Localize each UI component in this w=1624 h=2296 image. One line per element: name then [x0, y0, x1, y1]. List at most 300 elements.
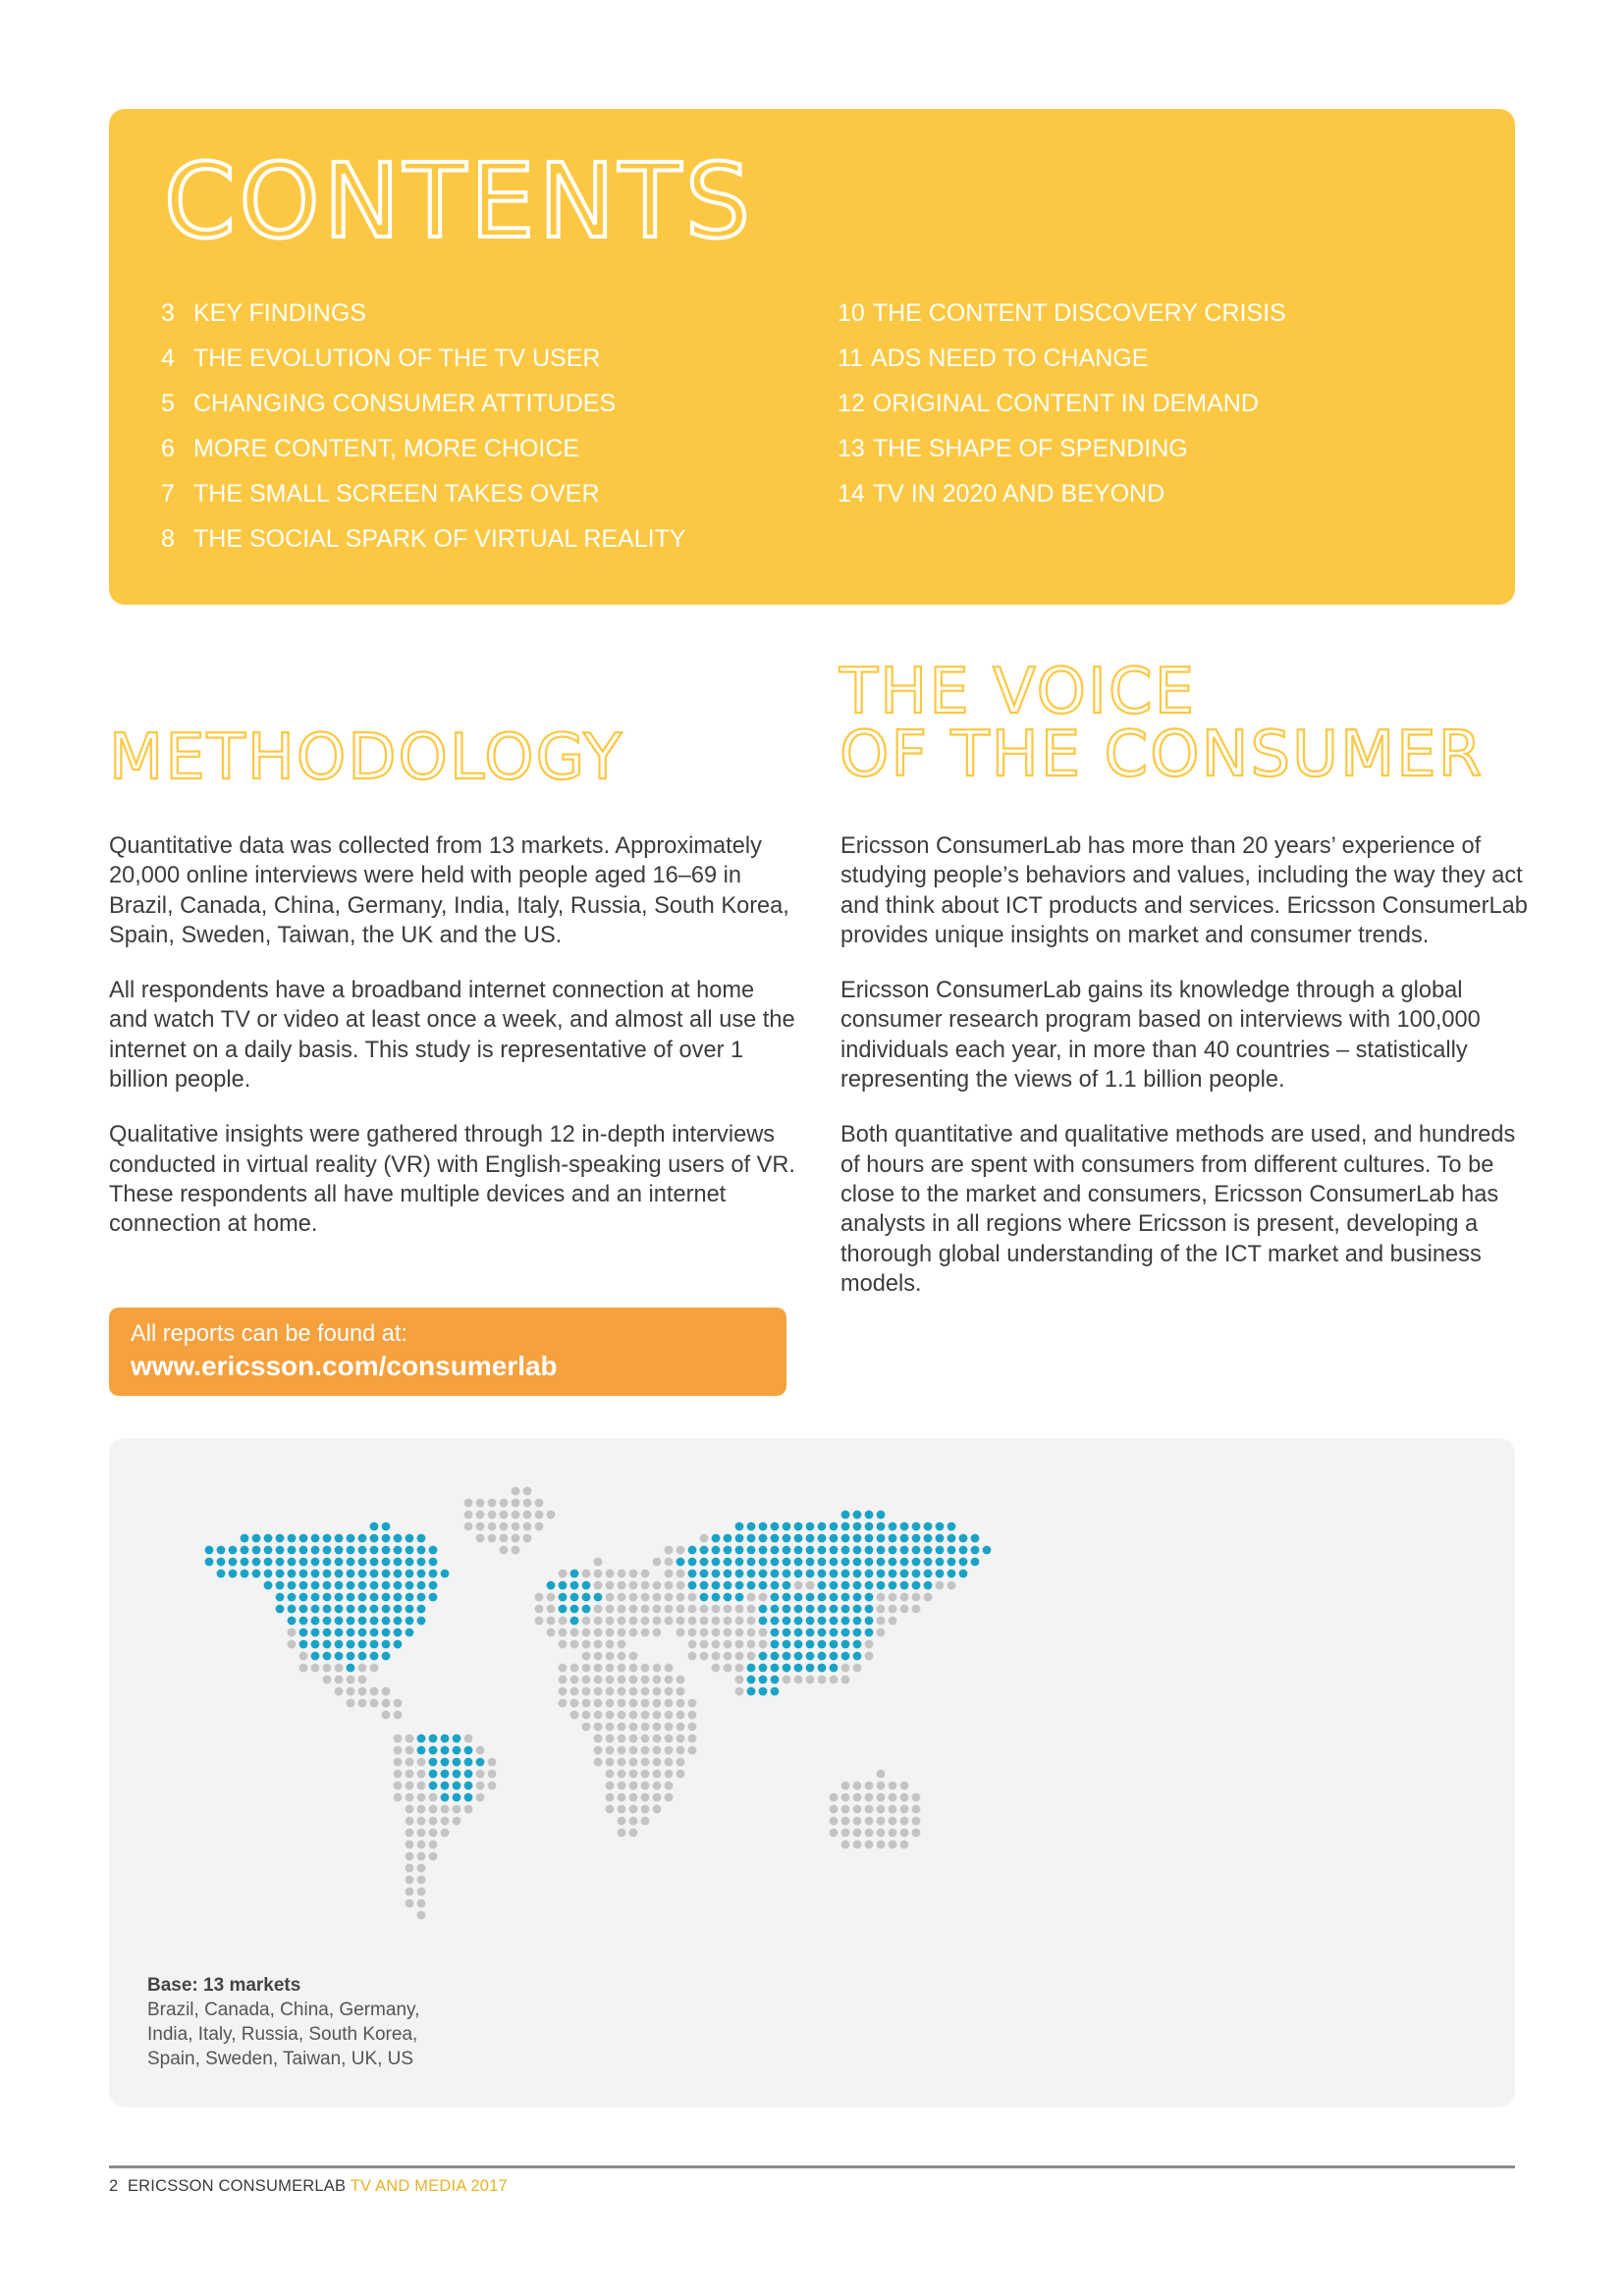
map-base-label: Base: 13 markets	[147, 1975, 301, 1996]
map-dot	[865, 1782, 874, 1790]
map-dot	[618, 1793, 626, 1802]
map-dot	[618, 1605, 626, 1614]
map-dot-surveyed-market	[229, 1546, 238, 1555]
map-dot-surveyed-market	[794, 1570, 803, 1578]
map-dot-surveyed-market	[582, 1605, 591, 1614]
map-dot-surveyed-market	[947, 1558, 956, 1567]
map-dot	[370, 1699, 379, 1708]
map-dot	[629, 1687, 638, 1696]
map-dot	[299, 1664, 308, 1673]
voice-paragraph: Ericsson ConsumerLab has more than 20 years’ experience of studying people’s behaviors and values, including the way they act and think about ICT products and services. Ericsson ConsumerLab provides unique insights on market and consumer trends.	[840, 833, 1528, 948]
map-dot-surveyed-market	[759, 1558, 768, 1567]
map-dot	[677, 1687, 685, 1696]
map-dot	[641, 1746, 650, 1755]
map-dot	[641, 1593, 650, 1602]
map-dot-surveyed-market	[806, 1629, 815, 1637]
map-dot	[688, 1605, 697, 1614]
map-dot-surveyed-market	[311, 1581, 320, 1590]
map-dot-surveyed-market	[771, 1640, 780, 1649]
map-dot	[488, 1782, 497, 1790]
map-dot	[582, 1664, 591, 1673]
map-dot	[606, 1770, 615, 1779]
map-dot	[417, 1876, 426, 1885]
map-dot-surveyed-market	[759, 1534, 768, 1543]
toc-item[interactable]	[161, 471, 686, 516]
map-dot-surveyed-market	[394, 1629, 403, 1637]
map-dot-surveyed-market	[830, 1558, 839, 1567]
toc-label: ADS NEED TO CHANGE	[870, 345, 1149, 372]
map-dot-surveyed-market	[370, 1593, 379, 1602]
map-dot	[547, 1511, 556, 1520]
map-dot-surveyed-market	[747, 1522, 756, 1531]
map-dot	[523, 1522, 532, 1531]
map-dot-surveyed-market	[406, 1617, 414, 1626]
map-dot	[677, 1758, 685, 1767]
map-dot	[464, 1499, 473, 1508]
map-dot-surveyed-market	[818, 1593, 827, 1602]
map-dot-surveyed-market	[688, 1558, 697, 1567]
map-dot	[759, 1593, 768, 1602]
map-dot	[841, 1782, 850, 1790]
map-dot-surveyed-market	[877, 1534, 886, 1543]
map-dot	[358, 1699, 367, 1708]
map-dot	[794, 1581, 803, 1590]
map-dot	[735, 1676, 744, 1684]
map-dot-surveyed-market	[441, 1746, 450, 1755]
map-dot-surveyed-market	[924, 1558, 933, 1567]
toc-label: ORIGINAL CONTENT IN DEMAND	[872, 390, 1259, 417]
map-dot-surveyed-market	[865, 1534, 874, 1543]
reports-link[interactable]: www.ericsson.com/consumerlab	[131, 1351, 558, 1381]
map-dot	[429, 1852, 438, 1861]
map-dot-surveyed-market	[205, 1546, 214, 1555]
map-dot	[818, 1676, 827, 1684]
toc-item[interactable]	[161, 426, 686, 471]
map-dot	[406, 1735, 414, 1743]
map-dot-surveyed-market	[358, 1558, 367, 1567]
map-dot-surveyed-market	[724, 1593, 732, 1602]
map-dot	[535, 1617, 544, 1626]
map-dot	[665, 1746, 674, 1755]
map-dot-surveyed-market	[865, 1570, 874, 1578]
map-dot	[464, 1511, 473, 1520]
map-dot	[688, 1640, 697, 1649]
map-dot-surveyed-market	[264, 1534, 273, 1543]
map-dot-surveyed-market	[358, 1640, 367, 1649]
map-dot-surveyed-market	[382, 1546, 391, 1555]
map-dot-surveyed-market	[382, 1558, 391, 1567]
map-dot	[665, 1676, 674, 1684]
toc-right-column	[838, 291, 1286, 516]
map-dot-surveyed-market	[818, 1581, 827, 1590]
map-dot-surveyed-market	[912, 1546, 921, 1555]
map-dot	[417, 1864, 426, 1873]
map-dot	[476, 1499, 485, 1508]
map-dot-surveyed-market	[311, 1534, 320, 1543]
map-dot-surveyed-market	[441, 1782, 450, 1790]
map-dot	[889, 1617, 897, 1626]
map-dot	[877, 1629, 886, 1637]
map-dot-surveyed-market	[818, 1570, 827, 1578]
map-dot-surveyed-market	[783, 1617, 791, 1626]
map-dot	[629, 1664, 638, 1673]
map-dot	[841, 1664, 850, 1673]
map-base-countries: Brazil, Canada, China, Germany,	[147, 2000, 420, 2020]
map-dot	[370, 1664, 379, 1673]
toc-item[interactable]	[838, 381, 1286, 426]
map-dot	[712, 1652, 721, 1661]
map-dot	[759, 1629, 768, 1637]
map-dot-surveyed-market	[912, 1581, 921, 1590]
map-dot	[311, 1664, 320, 1673]
map-dot	[559, 1664, 568, 1673]
map-dot-surveyed-market	[924, 1581, 933, 1590]
voice-text	[840, 831, 1528, 1324]
map-dot-surveyed-market	[276, 1546, 285, 1555]
map-dot	[594, 1629, 603, 1637]
map-dot	[629, 1746, 638, 1755]
map-dot	[629, 1758, 638, 1767]
map-dot-surveyed-market	[417, 1534, 426, 1543]
map-dot	[641, 1699, 650, 1708]
map-dot	[582, 1711, 591, 1720]
map-dot	[877, 1841, 886, 1849]
map-dot	[618, 1758, 626, 1767]
map-dot-surveyed-market	[794, 1629, 803, 1637]
map-dot-surveyed-market	[299, 1617, 308, 1626]
map-dot-surveyed-market	[323, 1629, 332, 1637]
map-dot	[665, 1570, 674, 1578]
map-dot	[417, 1793, 426, 1802]
map-dot	[417, 1899, 426, 1908]
map-dot	[488, 1522, 497, 1531]
map-dot-surveyed-market	[771, 1522, 780, 1531]
map-dot	[335, 1676, 344, 1684]
map-dot	[629, 1735, 638, 1743]
map-dot	[665, 1664, 674, 1673]
map-dot-surveyed-market	[700, 1581, 709, 1590]
map-dot	[417, 1782, 426, 1790]
map-dot-surveyed-market	[830, 1534, 839, 1543]
map-dot	[618, 1770, 626, 1779]
map-dot	[570, 1687, 579, 1696]
map-dot-surveyed-market	[582, 1581, 591, 1590]
map-dot-surveyed-market	[771, 1546, 780, 1555]
map-dot	[830, 1817, 839, 1826]
map-dot-surveyed-market	[830, 1546, 839, 1555]
map-dot-surveyed-market	[900, 1558, 909, 1567]
map-dot-surveyed-market	[688, 1570, 697, 1578]
map-dot	[629, 1793, 638, 1802]
map-dot-surveyed-market	[264, 1570, 273, 1578]
map-dot-surveyed-market	[759, 1605, 768, 1614]
map-dot	[618, 1735, 626, 1743]
map-dot-surveyed-market	[818, 1522, 827, 1531]
map-dot-surveyed-market	[370, 1640, 379, 1649]
map-dot	[677, 1629, 685, 1637]
map-dot	[641, 1817, 650, 1826]
map-dot-surveyed-market	[900, 1570, 909, 1578]
map-dot	[641, 1676, 650, 1684]
toc-page-number: 4	[161, 345, 175, 372]
map-dot-surveyed-market	[853, 1629, 862, 1637]
map-dot	[594, 1723, 603, 1732]
map-dot-surveyed-market	[335, 1652, 344, 1661]
map-dot	[889, 1782, 897, 1790]
map-dot	[853, 1841, 862, 1849]
map-dot	[783, 1676, 791, 1684]
map-dot	[594, 1676, 603, 1684]
map-dot-surveyed-market	[358, 1546, 367, 1555]
map-dot	[700, 1652, 709, 1661]
map-dot-surveyed-market	[347, 1664, 355, 1673]
map-dot-surveyed-market	[417, 1558, 426, 1567]
map-dot-surveyed-market	[783, 1605, 791, 1614]
map-dot	[677, 1617, 685, 1626]
map-dot	[665, 1758, 674, 1767]
map-dot	[594, 1687, 603, 1696]
map-dot-surveyed-market	[900, 1522, 909, 1531]
map-dot-surveyed-market	[476, 1758, 485, 1767]
map-dot-surveyed-market	[747, 1570, 756, 1578]
map-dot	[900, 1817, 909, 1826]
map-dot	[382, 1711, 391, 1720]
map-dot-surveyed-market	[417, 1735, 426, 1743]
map-dot	[606, 1687, 615, 1696]
map-dot-surveyed-market	[794, 1652, 803, 1661]
map-dot	[665, 1723, 674, 1732]
map-dot-surveyed-market	[806, 1522, 815, 1531]
map-dot-surveyed-market	[417, 1581, 426, 1590]
map-dot-surveyed-market	[335, 1570, 344, 1578]
map-dot-surveyed-market	[783, 1534, 791, 1543]
map-dot-surveyed-market	[688, 1581, 697, 1590]
map-dot-surveyed-market	[783, 1546, 791, 1555]
map-dot-surveyed-market	[241, 1558, 249, 1567]
map-dot-surveyed-market	[830, 1570, 839, 1578]
map-dot	[512, 1546, 520, 1555]
map-dot	[394, 1711, 403, 1720]
map-dot	[677, 1770, 685, 1779]
map-dot	[700, 1534, 709, 1543]
map-dot-surveyed-market	[417, 1617, 426, 1626]
map-dot	[653, 1793, 662, 1802]
map-dot	[512, 1534, 520, 1543]
map-dot	[641, 1581, 650, 1590]
map-dot-surveyed-market	[783, 1570, 791, 1578]
map-dot	[570, 1711, 579, 1720]
map-dot-surveyed-market	[370, 1581, 379, 1590]
map-dot-surveyed-market	[759, 1581, 768, 1590]
map-dot-surveyed-market	[311, 1558, 320, 1567]
map-dot	[500, 1499, 509, 1508]
map-dot-surveyed-market	[818, 1617, 827, 1626]
map-dot-surveyed-market	[252, 1558, 261, 1567]
map-dot	[523, 1487, 532, 1496]
map-dot-surveyed-market	[712, 1570, 721, 1578]
map-dot	[653, 1687, 662, 1696]
map-dot-surveyed-market	[299, 1558, 308, 1567]
toc-page-number: 12	[838, 390, 865, 417]
map-dot-surveyed-market	[865, 1605, 874, 1614]
toc-item[interactable]	[161, 336, 686, 381]
toc-item[interactable]	[838, 471, 1286, 516]
map-base-countries: Spain, Sweden, Taiwan, UK, US	[147, 2049, 414, 2069]
map-dot-surveyed-market	[959, 1546, 968, 1555]
toc-item[interactable]	[838, 426, 1286, 471]
map-dot-surveyed-market	[406, 1581, 414, 1590]
map-dot-surveyed-market	[853, 1534, 862, 1543]
footer-page-number: 2	[109, 2177, 119, 2195]
map-dot	[877, 1605, 886, 1614]
map-dot-surveyed-market	[771, 1558, 780, 1567]
map-dot	[606, 1605, 615, 1614]
toc-label: MORE CONTENT, MORE CHOICE	[193, 435, 580, 462]
map-dot-surveyed-market	[335, 1640, 344, 1649]
map-dot	[665, 1711, 674, 1720]
map-dot	[547, 1629, 556, 1637]
map-dot	[700, 1617, 709, 1626]
map-dot	[594, 1664, 603, 1673]
map-dot-surveyed-market	[570, 1617, 579, 1626]
map-dot-surveyed-market	[959, 1570, 968, 1578]
map-dot	[594, 1558, 603, 1567]
map-dot	[900, 1793, 909, 1802]
map-dot	[877, 1817, 886, 1826]
toc-item[interactable]	[161, 291, 686, 336]
map-dot-surveyed-market	[347, 1605, 355, 1614]
map-dot-surveyed-market	[771, 1605, 780, 1614]
map-dot-surveyed-market	[841, 1581, 850, 1590]
toc-item[interactable]	[161, 516, 686, 561]
map-dot-surveyed-market	[959, 1534, 968, 1543]
map-dot	[712, 1664, 721, 1673]
map-dot-surveyed-market	[794, 1546, 803, 1555]
map-dot-surveyed-market	[394, 1640, 403, 1649]
map-dot	[618, 1676, 626, 1684]
map-dot-surveyed-market	[358, 1629, 367, 1637]
map-dot-surveyed-market	[865, 1522, 874, 1531]
map-dot-surveyed-market	[735, 1522, 744, 1531]
map-dot	[594, 1605, 603, 1614]
map-base-note	[147, 1973, 419, 2071]
footer-brand: ERICSSON CONSUMERLAB	[127, 2177, 347, 2195]
map-dot	[924, 1593, 933, 1602]
map-dot	[500, 1511, 509, 1520]
map-dot	[747, 1652, 756, 1661]
map-dot-surveyed-market	[559, 1605, 568, 1614]
map-dot	[688, 1699, 697, 1708]
map-dot	[488, 1499, 497, 1508]
map-dot-surveyed-market	[417, 1746, 426, 1755]
map-dot-surveyed-market	[347, 1652, 355, 1661]
map-dot-surveyed-market	[288, 1593, 297, 1602]
toc-label: THE EVOLUTION OF THE TV USER	[193, 345, 601, 372]
map-dot-surveyed-market	[417, 1570, 426, 1578]
map-dot-surveyed-market	[394, 1581, 403, 1590]
map-dot	[618, 1581, 626, 1590]
map-dot	[877, 1770, 886, 1779]
map-dot	[347, 1676, 355, 1684]
map-dot	[877, 1782, 886, 1790]
map-dot-surveyed-market	[936, 1546, 945, 1555]
map-dot-surveyed-market	[559, 1593, 568, 1602]
toc-page-number: 3	[161, 299, 175, 327]
map-dot	[665, 1687, 674, 1696]
map-dot	[582, 1640, 591, 1649]
toc-item[interactable]	[838, 291, 1286, 336]
map-dot	[688, 1735, 697, 1743]
map-dot-surveyed-market	[441, 1758, 450, 1767]
map-dot-surveyed-market	[264, 1546, 273, 1555]
map-dot	[476, 1770, 485, 1779]
map-dot-surveyed-market	[311, 1546, 320, 1555]
map-dot	[547, 1617, 556, 1626]
map-dot-surveyed-market	[771, 1676, 780, 1684]
map-dot-surveyed-market	[841, 1617, 850, 1626]
map-dot-surveyed-market	[735, 1546, 744, 1555]
toc-label: THE SHAPE OF SPENDING	[872, 435, 1188, 462]
toc-item[interactable]	[161, 381, 686, 426]
map-dot-surveyed-market	[865, 1593, 874, 1602]
map-dot	[417, 1911, 426, 1920]
map-dot-surveyed-market	[570, 1593, 579, 1602]
map-dot	[653, 1676, 662, 1684]
map-dot-surveyed-market	[370, 1652, 379, 1661]
map-dot	[712, 1617, 721, 1626]
map-dot-surveyed-market	[877, 1570, 886, 1578]
toc-item[interactable]	[838, 336, 1286, 381]
map-dot-surveyed-market	[794, 1522, 803, 1531]
map-dot	[618, 1664, 626, 1673]
map-dot-surveyed-market	[358, 1534, 367, 1543]
map-dot-surveyed-market	[582, 1593, 591, 1602]
map-dot-surveyed-market	[382, 1534, 391, 1543]
map-dot	[641, 1605, 650, 1614]
map-dot	[582, 1699, 591, 1708]
map-dot-surveyed-market	[747, 1664, 756, 1673]
map-dot-surveyed-market	[794, 1664, 803, 1673]
map-dot-surveyed-market	[947, 1546, 956, 1555]
map-dot	[417, 1805, 426, 1814]
map-dot-surveyed-market	[806, 1593, 815, 1602]
map-dot	[830, 1676, 839, 1684]
map-dot	[618, 1817, 626, 1826]
map-dot	[464, 1735, 473, 1743]
map-dot	[877, 1793, 886, 1802]
map-dot	[594, 1581, 603, 1590]
map-dot-surveyed-market	[382, 1629, 391, 1637]
map-dot-surveyed-market	[865, 1546, 874, 1555]
map-dot	[606, 1711, 615, 1720]
map-dot	[877, 1617, 886, 1626]
map-dot	[535, 1511, 544, 1520]
map-dot-surveyed-market	[712, 1546, 721, 1555]
map-dot	[594, 1570, 603, 1578]
map-dot-surveyed-market	[771, 1664, 780, 1673]
map-dot	[535, 1522, 544, 1531]
map-dot-surveyed-market	[347, 1617, 355, 1626]
map-dot	[406, 1793, 414, 1802]
map-dot	[606, 1793, 615, 1802]
map-dot	[688, 1711, 697, 1720]
map-dot-surveyed-market	[830, 1617, 839, 1626]
map-dot	[653, 1593, 662, 1602]
map-dot	[464, 1805, 473, 1814]
footer	[109, 2177, 508, 2196]
map-dot	[335, 1664, 344, 1673]
map-dot	[441, 1829, 450, 1838]
